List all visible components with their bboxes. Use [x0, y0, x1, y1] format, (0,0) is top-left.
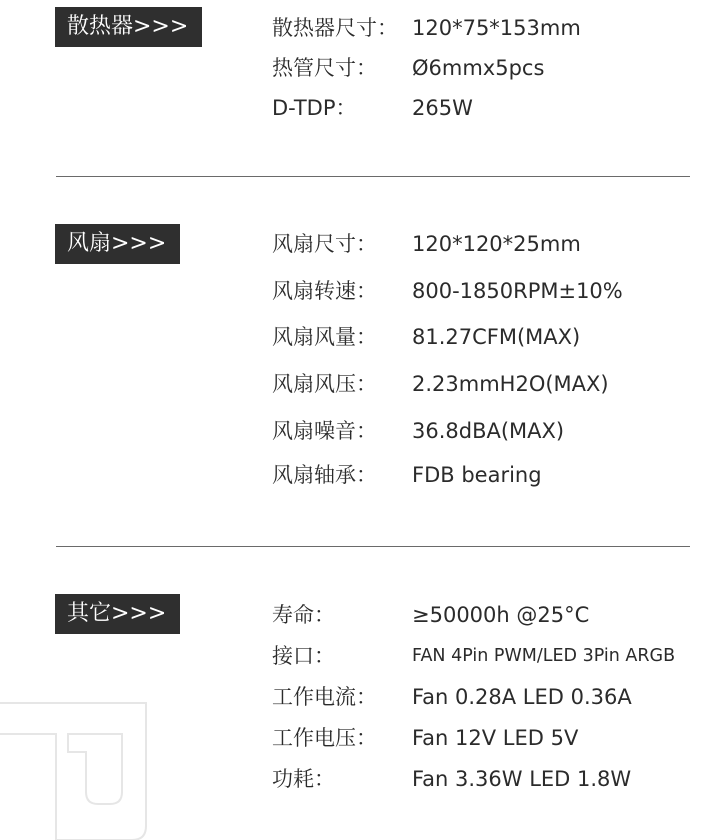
section-divider: [56, 546, 690, 547]
watermark-logo-icon: [0, 700, 150, 840]
spec-value: 265W: [412, 96, 473, 120]
spec-value: 120*120*25mm: [412, 232, 581, 256]
spec-label: 工作电压：: [272, 726, 377, 750]
spec-label: 热管尺寸：: [272, 56, 377, 80]
spec-value: Fan 12V LED 5V: [412, 726, 579, 750]
section-divider: [56, 176, 690, 177]
spec-row-power: [272, 764, 712, 794]
spec-label: D-TDP：: [272, 96, 357, 120]
spec-row-fan-speed: [272, 276, 712, 306]
spec-value: Fan 0.28A LED 0.36A: [412, 685, 632, 709]
spec-value: FAN 4Pin PWM/LED 3Pin ARGB: [412, 646, 676, 666]
spec-label: 散热器尺寸：: [272, 16, 398, 40]
section-tag-other: 其它>>>: [55, 594, 180, 634]
spec-value: Ø6mmx5pcs: [412, 56, 545, 80]
spec-row-heatpipe-size: [272, 53, 712, 83]
spec-label: 风扇风压：: [272, 372, 377, 396]
spec-row-fan-noise: [272, 416, 712, 446]
spec-label: 风扇尺寸：: [272, 232, 377, 256]
spec-row-fan-airflow: [272, 322, 712, 352]
spec-row-lifespan: [272, 600, 712, 630]
spec-label: 风扇转速：: [272, 279, 377, 303]
section-tag-heatsink: 散热器>>>: [55, 7, 202, 47]
spec-value: 36.8dBA(MAX): [412, 419, 565, 443]
spec-row-fan-size: [272, 229, 712, 259]
spec-row-fan-bearing: [272, 460, 712, 490]
spec-value: FDB bearing: [412, 463, 542, 487]
spec-value: 81.27CFM(MAX): [412, 325, 581, 349]
spec-label: 风扇轴承：: [272, 463, 377, 487]
spec-label: 风扇噪音：: [272, 419, 377, 443]
spec-value: 2.23mmH2O(MAX): [412, 372, 609, 396]
spec-value: Fan 3.36W LED 1.8W: [412, 767, 632, 791]
section-tag-fan: 风扇>>>: [55, 224, 180, 264]
spec-row-interface: [272, 641, 712, 671]
spec-row-heatsink-size: [272, 13, 712, 43]
spec-value: 120*75*153mm: [412, 16, 581, 40]
spec-label: 工作电流：: [272, 685, 377, 709]
spec-label: 接口：: [272, 644, 335, 668]
spec-row-dtdp: [272, 93, 712, 123]
spec-row-fan-pressure: [272, 369, 712, 399]
spec-row-voltage: [272, 723, 712, 753]
spec-label: 风扇风量：: [272, 325, 377, 349]
spec-value: ≥50000h @25°C: [412, 603, 590, 627]
spec-label: 寿命：: [272, 603, 335, 627]
spec-row-current: [272, 682, 712, 712]
spec-value: 800-1850RPM±10%: [412, 279, 623, 303]
spec-label: 功耗：: [272, 767, 335, 791]
